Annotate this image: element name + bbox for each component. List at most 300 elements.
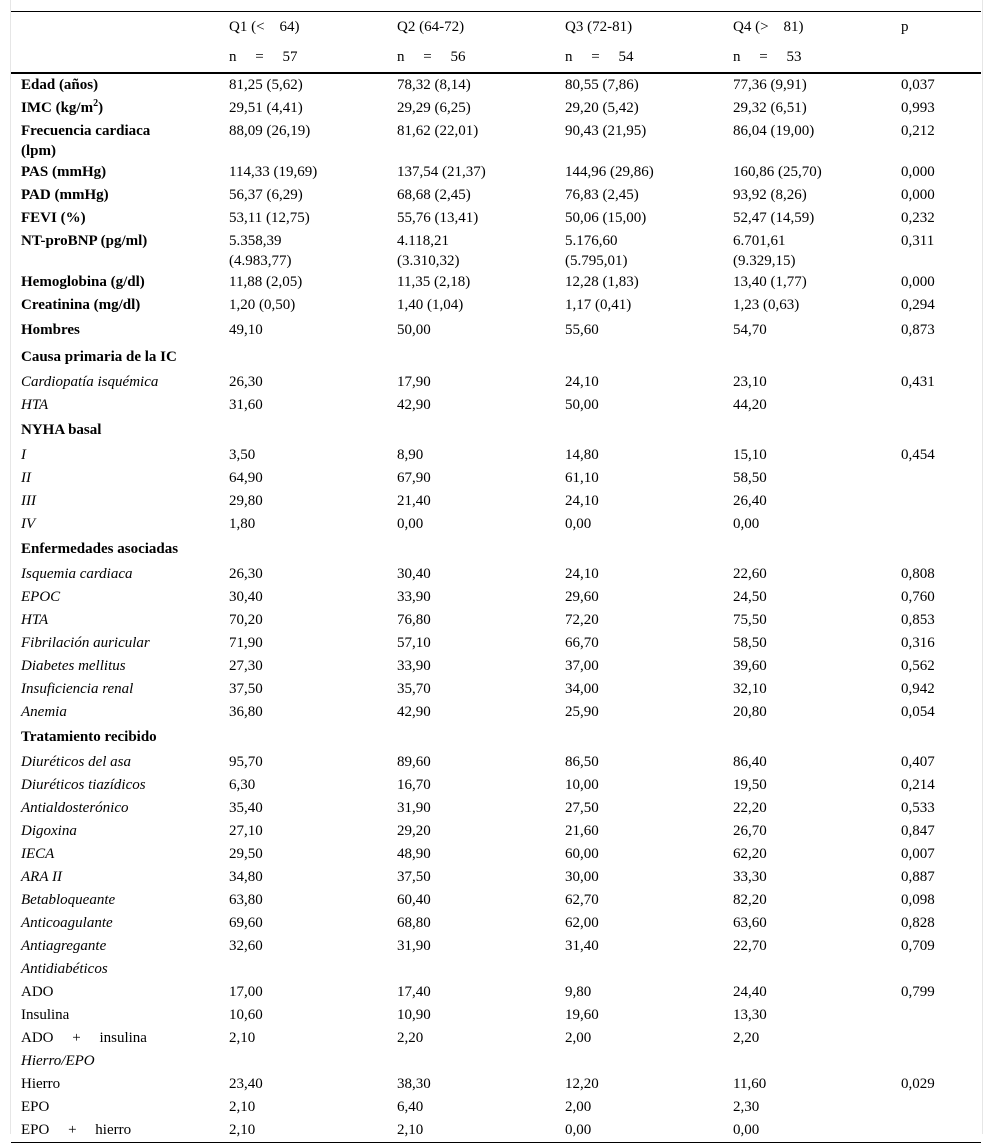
cell: 86,04 (19,00) <box>733 122 815 139</box>
row-label: PAS (mmHg) <box>21 163 107 180</box>
cell-p: 0,037 <box>901 76 935 93</box>
row-label: Diuréticos del asa <box>21 753 131 770</box>
cell: 68,80 <box>397 914 431 931</box>
cell: 72,20 <box>565 611 599 628</box>
table-row <box>11 1004 981 1027</box>
cell: 71,90 <box>229 634 263 651</box>
cell-p: 0,407 <box>901 753 935 770</box>
cell-p: 0,000 <box>901 273 935 290</box>
table-row <box>11 371 981 394</box>
cell: 27,50 <box>565 799 599 816</box>
cell-p: 0,993 <box>901 99 935 116</box>
row-label: EPO <box>21 1098 50 1115</box>
table-row <box>11 586 981 609</box>
cell-line2: (5.795,01) <box>565 252 628 269</box>
table-row <box>11 820 981 843</box>
cell: 38,30 <box>397 1075 431 1092</box>
cell: 82,20 <box>733 891 767 908</box>
row-label: Anticoagulante <box>21 914 113 931</box>
table-row <box>11 271 981 294</box>
cell: 64,90 <box>229 469 263 486</box>
table-row <box>11 981 981 1004</box>
table-row <box>11 444 981 467</box>
cell: 24,10 <box>565 565 599 582</box>
row-label: Fibrilación auricular <box>21 634 150 651</box>
cell: 58,50 <box>733 634 767 651</box>
row-label: Betabloqueante <box>21 891 116 908</box>
table-row <box>11 678 981 701</box>
cell-p: 0,873 <box>901 321 935 338</box>
cell-p: 0,847 <box>901 822 935 839</box>
subsection-label: Hierro/EPO <box>21 1052 95 1069</box>
cell: 81,25 (5,62) <box>229 76 303 93</box>
count-q3: n = 54 <box>565 42 733 73</box>
cell: 2,30 <box>733 1098 760 1115</box>
cell: 9,80 <box>565 983 592 1000</box>
cell: 42,90 <box>397 396 431 413</box>
cell: 60,40 <box>397 891 431 908</box>
cell: 0,00 <box>565 1119 733 1143</box>
cell: 1,17 (0,41) <box>565 296 632 313</box>
cell <box>229 230 397 271</box>
cell: 37,50 <box>229 680 263 697</box>
cell-line1: 6.701,61 <box>733 232 786 249</box>
row-label: EPO + hierro <box>11 1119 229 1143</box>
table-row <box>11 1096 981 1119</box>
cell: 63,60 <box>733 914 767 931</box>
row-label: HTA <box>21 611 49 628</box>
cell-p: 0,098 <box>901 891 935 908</box>
cell: 17,40 <box>397 983 431 1000</box>
cell: 29,20 (5,42) <box>565 99 639 116</box>
table-row <box>11 701 981 724</box>
table-row <box>11 912 981 935</box>
cell: 1,80 <box>229 515 256 532</box>
table-row <box>11 935 981 958</box>
cell: 10,90 <box>397 1006 431 1023</box>
cell: 17,90 <box>397 373 431 390</box>
cell: 32,60 <box>229 937 263 954</box>
cell: 2,10 <box>229 1119 397 1143</box>
row-label: Hombres <box>21 321 80 338</box>
cell: 52,47 (14,59) <box>733 209 815 226</box>
cell: 57,10 <box>397 634 431 651</box>
cell-p: 0,799 <box>901 983 935 1000</box>
table-row <box>11 467 981 490</box>
section-header-row <box>11 344 981 371</box>
cell: 26,40 <box>733 492 767 509</box>
cell-p: 0,431 <box>901 373 935 390</box>
cell-p: 0,853 <box>901 611 935 628</box>
cell: 33,90 <box>397 657 431 674</box>
row-label: Diuréticos tiazídicos <box>21 776 146 793</box>
row-label-line1: Frecuencia cardiaca <box>21 122 151 139</box>
cell <box>565 230 733 271</box>
cell-p: 0,942 <box>901 680 935 697</box>
cell: 23,40 <box>229 1075 263 1092</box>
cell-p: 0,316 <box>901 634 935 651</box>
cell: 2,20 <box>397 1029 424 1046</box>
cell-line2: (3.310,32) <box>397 252 460 269</box>
cell: 60,00 <box>565 845 599 862</box>
table-row <box>11 513 981 536</box>
cell: 86,40 <box>733 753 767 770</box>
cell: 11,60 <box>733 1075 767 1092</box>
cell: 30,40 <box>229 588 263 605</box>
cell: 37,00 <box>565 657 599 674</box>
cell: 2,20 <box>733 1029 760 1046</box>
cell: 11,35 (2,18) <box>397 273 471 290</box>
cell-p: 0,709 <box>901 937 935 954</box>
cell: 35,40 <box>229 799 263 816</box>
count-q2: n = 56 <box>397 42 565 73</box>
cell: 24,10 <box>565 373 599 390</box>
row-label: III <box>21 492 36 509</box>
cell: 114,33 (19,69) <box>229 163 318 180</box>
section-header-row <box>11 724 981 751</box>
cell: 62,00 <box>565 914 599 931</box>
count-p-blank <box>901 42 981 73</box>
characteristics-table <box>11 11 981 1143</box>
cell: 61,10 <box>565 469 599 486</box>
cell: 42,90 <box>397 703 431 720</box>
row-label: Insulina <box>21 1006 70 1023</box>
cell: 31,60 <box>229 396 263 413</box>
cell-p: 0,294 <box>901 296 935 313</box>
cell: 76,83 (2,45) <box>565 186 639 203</box>
cell: 0,00 <box>565 515 592 532</box>
header-q3: Q3 (72-81) <box>565 12 733 42</box>
cell: 49,10 <box>229 321 263 338</box>
cell-p: 0,760 <box>901 588 935 605</box>
cell-line2: (9.329,15) <box>733 252 796 269</box>
row-label: Isquemia cardiaca <box>21 565 133 582</box>
cell-p <box>901 1004 981 1027</box>
cell-line2: (4.983,77) <box>229 252 292 269</box>
cell: 25,90 <box>565 703 599 720</box>
cell: 31,90 <box>397 937 431 954</box>
cell: 62,20 <box>733 845 767 862</box>
count-q4: n = 53 <box>733 42 901 73</box>
cell: 10,60 <box>229 1006 263 1023</box>
cell-p: 0,214 <box>901 776 935 793</box>
cell: 39,60 <box>733 657 767 674</box>
cell: 35,70 <box>397 680 431 697</box>
cell-p: 0,000 <box>901 186 935 203</box>
cell: 160,86 (25,70) <box>733 163 822 180</box>
cell: 26,30 <box>229 565 263 582</box>
cell: 50,00 <box>397 321 431 338</box>
table-row <box>11 161 981 184</box>
header-q1: Q1 (< 64) <box>229 12 397 42</box>
cell: 1,23 (0,63) <box>733 296 800 313</box>
cell: 29,20 <box>397 822 431 839</box>
cell: 29,50 <box>229 845 263 862</box>
cell: 26,30 <box>229 373 263 390</box>
row-label <box>11 120 229 161</box>
cell: 58,50 <box>733 469 767 486</box>
cell: 56,37 (6,29) <box>229 186 303 203</box>
cell: 69,60 <box>229 914 263 931</box>
cell: 23,10 <box>733 373 767 390</box>
section-header-row <box>11 417 981 444</box>
table-row <box>11 563 981 586</box>
cell: 22,70 <box>733 937 767 954</box>
cell-p: 0,887 <box>901 868 935 885</box>
cell <box>397 230 565 271</box>
cell: 54,70 <box>733 321 767 338</box>
row-label: NT-proBNP (pg/ml) <box>21 232 148 249</box>
table-row <box>11 97 981 120</box>
cell: 88,09 (26,19) <box>229 122 311 139</box>
cell-p: 0,232 <box>901 209 935 226</box>
cell: 20,80 <box>733 703 767 720</box>
row-label: I <box>21 446 26 463</box>
cell: 0,00 <box>733 1119 901 1143</box>
row-label: Diabetes mellitus <box>21 657 126 674</box>
header-q2: Q2 (64-72) <box>397 12 565 42</box>
section-header: Enfermedades asociadas <box>21 540 179 557</box>
cell: 27,10 <box>229 822 263 839</box>
cell: 63,80 <box>229 891 263 908</box>
cell: 90,43 (21,95) <box>565 122 647 139</box>
cell: 2,10 <box>229 1098 256 1115</box>
row-label: Digoxina <box>21 822 77 839</box>
subsection-row <box>11 1050 981 1073</box>
cell-p: 0,311 <box>901 232 935 249</box>
cell: 12,20 <box>565 1075 599 1092</box>
cell-p <box>901 1027 981 1050</box>
header-q4: Q4 (> 81) <box>733 12 901 42</box>
cell: 37,50 <box>397 868 431 885</box>
cell: 144,96 (29,86) <box>565 163 654 180</box>
row-label: Anemia <box>21 703 67 720</box>
table-row <box>11 317 981 344</box>
header-blank <box>11 42 229 73</box>
cell: 2,00 <box>565 1098 592 1115</box>
cell-p: 0,000 <box>901 163 935 180</box>
row-label-end: ) <box>98 99 104 116</box>
cell: 76,80 <box>397 611 431 628</box>
cell-p <box>901 1096 981 1119</box>
cell-p: 0,007 <box>901 845 935 862</box>
cell: 36,80 <box>229 703 263 720</box>
table-row <box>11 655 981 678</box>
cell: 50,00 <box>565 396 599 413</box>
row-label-text: IMC (kg/m <box>21 99 94 116</box>
row-label: Insuficiencia renal <box>21 680 134 697</box>
cell: 55,60 <box>565 321 599 338</box>
table-row <box>11 184 981 207</box>
row-label: FEVI (%) <box>21 209 86 226</box>
cell: 44,20 <box>733 396 767 413</box>
cell-p: 0,054 <box>901 703 935 720</box>
cell: 31,40 <box>565 937 599 954</box>
cell: 68,68 (2,45) <box>397 186 471 203</box>
row-label: II <box>21 469 31 486</box>
section-header: Tratamiento recibido <box>21 728 157 745</box>
cell: 1,40 (1,04) <box>397 296 464 313</box>
cell: 17,00 <box>229 983 263 1000</box>
cell-p: 0,533 <box>901 799 935 816</box>
cell: 86,50 <box>565 753 599 770</box>
cell: 12,28 (1,83) <box>565 273 639 290</box>
table-row <box>11 294 981 317</box>
section-header: NYHA basal <box>21 421 102 438</box>
cell: 13,40 (1,77) <box>733 273 807 290</box>
table-row <box>11 889 981 912</box>
row-label: Creatinina (mg/dl) <box>21 296 141 313</box>
cell: 13,30 <box>733 1006 767 1023</box>
cell: 16,70 <box>397 776 431 793</box>
table-row <box>11 490 981 513</box>
cell-p: 0,454 <box>901 446 935 463</box>
cell-p: 0,029 <box>901 1075 935 1092</box>
table-row <box>11 1073 981 1096</box>
row-label-line2: (lpm) <box>21 142 56 159</box>
header-blank <box>11 12 229 42</box>
cell: 15,10 <box>733 446 767 463</box>
row-label: Cardiopatía isquémica <box>21 373 159 390</box>
table-row <box>11 73 981 97</box>
cell: 3,50 <box>229 446 256 463</box>
cell: 27,30 <box>229 657 263 674</box>
cell-p <box>901 394 981 417</box>
cell: 55,76 (13,41) <box>397 209 479 226</box>
row-label: Antialdosterónico <box>21 799 129 816</box>
section-header: Causa primaria de la IC <box>21 348 177 365</box>
cell-p: 0,828 <box>901 914 935 931</box>
cell: 50,06 (15,00) <box>565 209 647 226</box>
cell-p: 0,562 <box>901 657 935 674</box>
table-row <box>11 843 981 866</box>
table-row <box>11 609 981 632</box>
cell: 29,80 <box>229 492 263 509</box>
row-label: IV <box>21 515 36 532</box>
cell: 0,00 <box>397 515 424 532</box>
cell: 30,40 <box>397 565 431 582</box>
cell: 19,60 <box>565 1006 599 1023</box>
cell: 33,90 <box>397 588 431 605</box>
cell-line1: 5.176,60 <box>565 232 618 249</box>
cell-p <box>901 490 981 513</box>
cell: 29,51 (4,41) <box>229 99 303 116</box>
cell: 70,20 <box>229 611 263 628</box>
cell: 34,80 <box>229 868 263 885</box>
header-p: p <box>901 12 981 42</box>
cell: 62,70 <box>565 891 599 908</box>
cell: 32,10 <box>733 680 767 697</box>
table-row <box>11 774 981 797</box>
cell-p: 0,808 <box>901 565 935 582</box>
row-label: Antiagregante <box>21 937 107 954</box>
row-label: Hierro <box>21 1075 61 1092</box>
cell-p <box>901 1119 981 1143</box>
cell: 11,88 (2,05) <box>229 273 303 290</box>
cell: 95,70 <box>229 753 263 770</box>
cell: 2,10 <box>397 1119 565 1143</box>
cell: 78,32 (8,14) <box>397 76 471 93</box>
cell: 29,29 (6,25) <box>397 99 471 116</box>
row-label: IECA <box>21 845 55 862</box>
superscript: 2 <box>93 97 99 109</box>
row-label: PAD (mmHg) <box>21 186 109 203</box>
table-row <box>11 394 981 417</box>
row-label: ADO + insulina <box>21 1029 147 1046</box>
row-label: Hemoglobina (g/dl) <box>21 273 145 290</box>
table-row <box>11 1119 981 1143</box>
cell: 2,00 <box>565 1029 592 1046</box>
cell: 33,30 <box>733 868 767 885</box>
table-row <box>11 866 981 889</box>
cell: 80,55 (7,86) <box>565 76 639 93</box>
table-row <box>11 207 981 230</box>
cell: 81,62 (22,01) <box>397 122 479 139</box>
cell: 66,70 <box>565 634 599 651</box>
cell: 6,30 <box>229 776 256 793</box>
section-header-row <box>11 536 981 563</box>
cell: 29,32 (6,51) <box>733 99 807 116</box>
cell: 8,90 <box>397 446 424 463</box>
cell: 10,00 <box>565 776 599 793</box>
cell: 24,50 <box>733 588 767 605</box>
cell: 22,20 <box>733 799 767 816</box>
header-row-counts <box>11 42 981 73</box>
subsection-row <box>11 958 981 981</box>
cell: 2,10 <box>229 1029 256 1046</box>
cell: 48,90 <box>397 845 431 862</box>
cell-p <box>901 467 981 490</box>
table-row <box>11 632 981 655</box>
cell: 21,60 <box>565 822 599 839</box>
table-row <box>11 1027 981 1050</box>
cell: 26,70 <box>733 822 767 839</box>
cell: 22,60 <box>733 565 767 582</box>
cell: 77,36 (9,91) <box>733 76 807 93</box>
cell: 89,60 <box>397 753 431 770</box>
cell: 137,54 (21,37) <box>397 163 486 180</box>
cell: 14,80 <box>565 446 599 463</box>
cell: 31,90 <box>397 799 431 816</box>
row-label: ARA II <box>21 868 62 885</box>
cell: 1,20 (0,50) <box>229 296 296 313</box>
cell: 34,00 <box>565 680 599 697</box>
cell: 24,40 <box>733 983 767 1000</box>
cell: 53,11 (12,75) <box>229 209 310 226</box>
row-label: HTA <box>21 396 49 413</box>
table-row <box>11 797 981 820</box>
row-label: Edad (años) <box>21 76 99 93</box>
cell-p <box>901 513 981 536</box>
header-row-groups <box>11 12 981 42</box>
row-label: ADO <box>21 983 54 1000</box>
cell: 19,50 <box>733 776 767 793</box>
cell-line1: 4.118,21 <box>397 232 449 249</box>
cell: 29,60 <box>565 588 599 605</box>
cell: 21,40 <box>397 492 431 509</box>
subsection-label: Antidiabéticos <box>21 960 108 977</box>
cell: 75,50 <box>733 611 767 628</box>
table-row <box>11 751 981 774</box>
row-label: EPOC <box>21 588 61 605</box>
cell: 24,10 <box>565 492 599 509</box>
cell: 67,90 <box>397 469 431 486</box>
cell-p: 0,212 <box>901 122 935 139</box>
count-q1: n = 57 <box>229 42 397 73</box>
cell: 30,00 <box>565 868 599 885</box>
table-row <box>11 120 981 161</box>
cell: 93,92 (8,26) <box>733 186 807 203</box>
